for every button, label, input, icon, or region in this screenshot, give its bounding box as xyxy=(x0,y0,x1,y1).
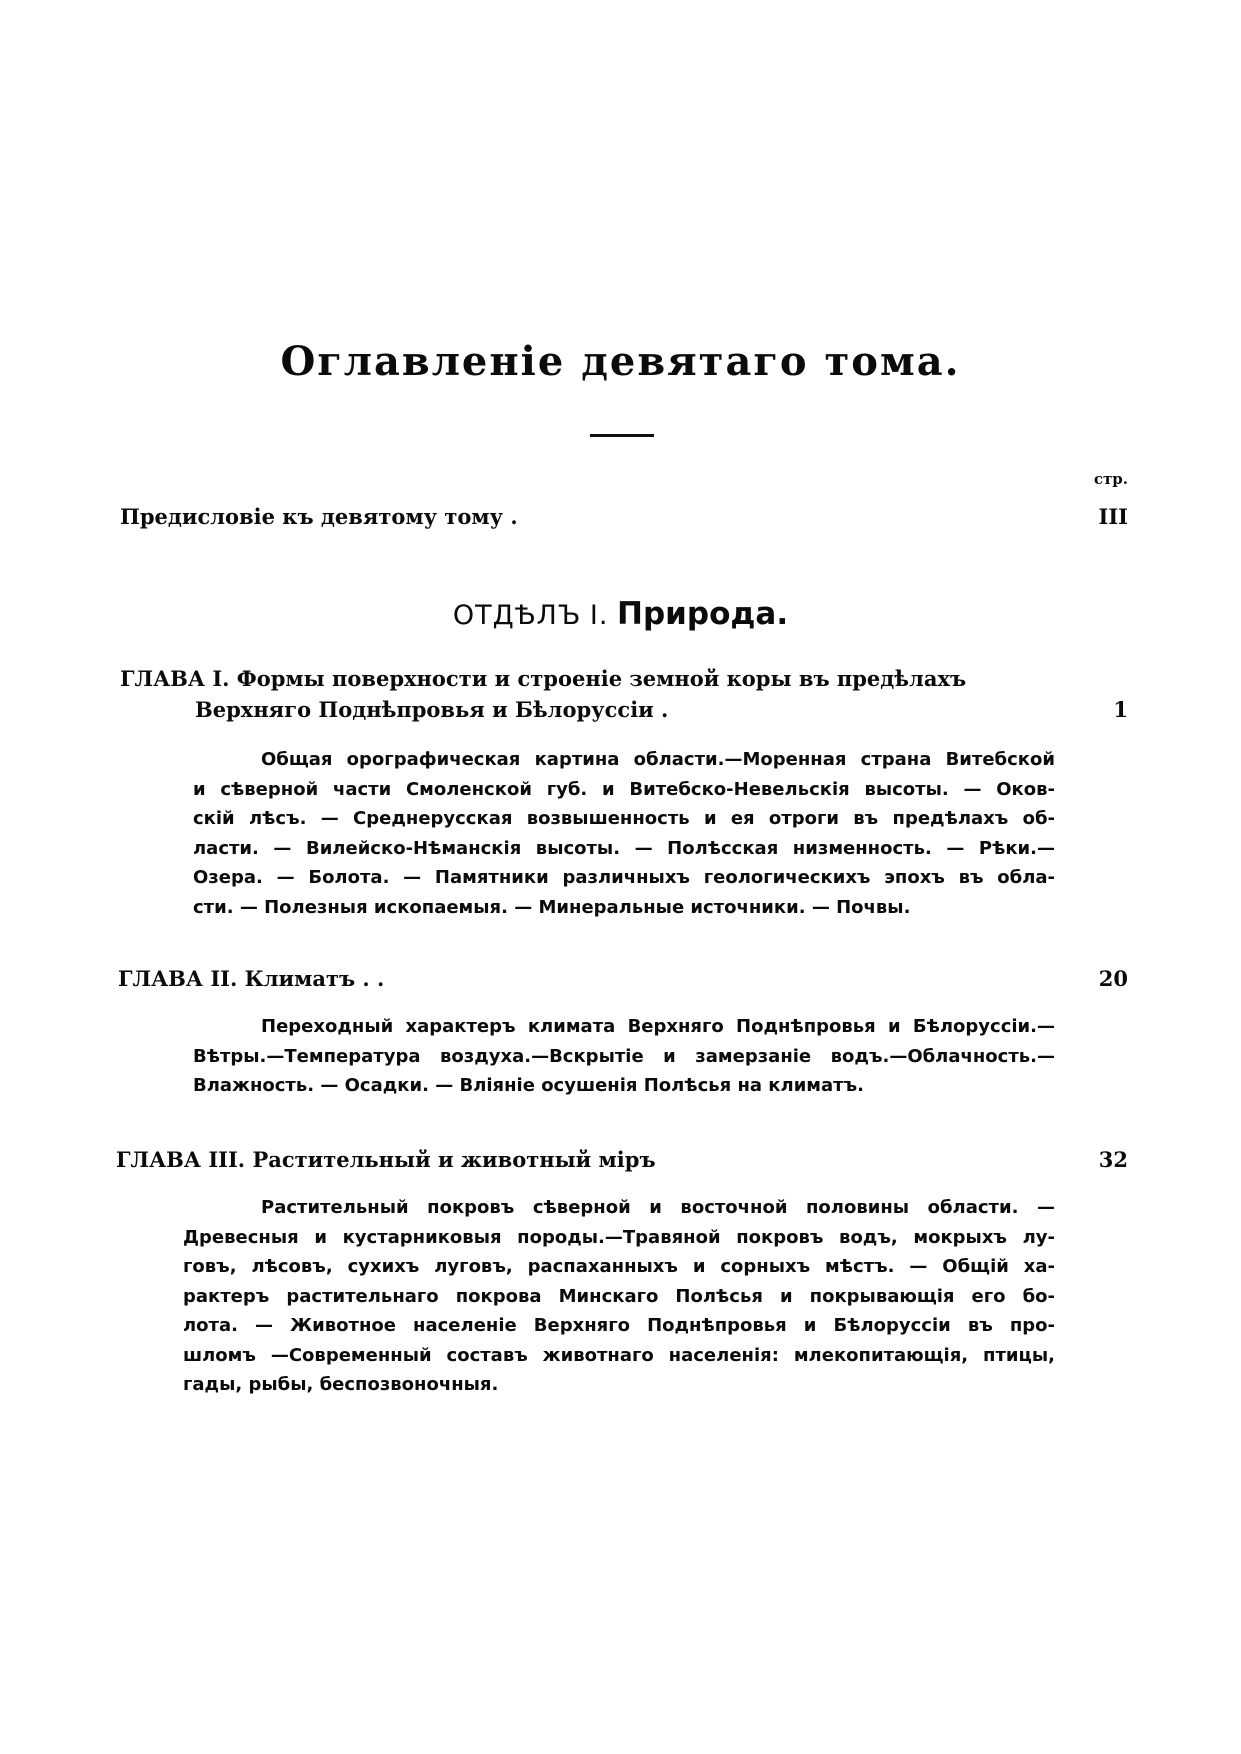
summary-line: ласти. — Вилейско-Нѣманскія высоты. — Полѣсская низменность. — Рѣки.— xyxy=(193,837,1055,859)
toc-entry-chapter-1-continued xyxy=(195,697,668,722)
summary-line: гады, рыбы, беспозвоночныя. xyxy=(183,1374,499,1395)
summary-line: Переходный характеръ климата Верхняго Поднѣпровья и Бѣлоруссіи.— xyxy=(261,1016,1055,1037)
summary-line: лота. — Животное населеніе Верхняго Поднѣпровья и Бѣлоруссіи въ про- xyxy=(183,1315,1055,1336)
chapter-summary xyxy=(193,745,1055,922)
section-name: Природа. xyxy=(617,596,789,632)
toc-page-number: III xyxy=(1098,504,1128,529)
chapter-number: ГЛАВА III. xyxy=(116,1147,246,1172)
chapter-number: ГЛАВА I. xyxy=(120,666,230,691)
chapter-number: ГЛАВА II. xyxy=(118,966,238,991)
summary-line: Растительный покровъ сѣверной и восточной половины области. — xyxy=(261,1197,1055,1218)
page-title: Оглавленіе девятаго тома. xyxy=(280,338,961,385)
toc-entry-chapter-2[interactable] xyxy=(118,966,384,991)
summary-line: сти. — Полезныя ископаемыя. — Минеральные источники. — Почвы. xyxy=(193,896,911,918)
summary-line: Озера. — Болота. — Памятники различныхъ геологическихъ эпохъ въ обла- xyxy=(193,867,1055,888)
toc-page-number: 20 xyxy=(1098,966,1128,991)
title-divider xyxy=(590,434,654,437)
chapter-summary xyxy=(193,1012,1055,1101)
summary-line: Влажность. — Осадки. — Вліяніе осушенія Полѣсья на климатъ. xyxy=(193,1075,864,1096)
summary-line: говъ, лѣсовъ, сухихъ луговъ, распаханныхъ и сорныхъ мѣстъ. — Общій ха- xyxy=(183,1256,1055,1277)
chapter-title: Формы поверхности и строеніе земной коры въ предѣлахъ xyxy=(236,666,967,691)
page-column-label: стр. xyxy=(1093,470,1128,488)
summary-line: Вѣтры.—Температура воздуха.—Вскрытіе и замерзаніе водъ.—Облачность.— xyxy=(193,1045,1055,1067)
chapter-title: Климатъ . . xyxy=(244,966,385,991)
section-number: I. xyxy=(589,600,609,631)
toc-entry-chapter-1[interactable] xyxy=(120,666,966,691)
section-label: ОТДѢЛЪ xyxy=(452,600,582,631)
toc-page-number: 32 xyxy=(1098,1147,1128,1172)
chapter-summary xyxy=(183,1193,1055,1400)
summary-line: Общая орографическая картина области.—Моренная страна Витебской xyxy=(261,749,1055,770)
chapter-title: Растительный и животный міръ xyxy=(252,1147,656,1172)
summary-line: шломъ —Современный составъ животнаго населенія: млекопитающія, птицы, xyxy=(183,1344,1055,1366)
chapter-title-continued: Верхняго Поднѣпровья и Бѣлоруссіи . xyxy=(195,697,669,722)
summary-line: рактеръ растительнаго покрова Минскаго Полѣсья и покрывающія его бо- xyxy=(183,1285,1055,1307)
toc-entry-chapter-3[interactable] xyxy=(116,1147,656,1172)
summary-line: и сѣверной части Смоленской губ. и Витебско-Невельскія высоты. — Оков- xyxy=(193,778,1055,800)
toc-page-number: 1 xyxy=(1113,697,1128,722)
summary-line: Древесныя и кустарниковыя породы.—Травяной покровъ водъ, мокрыхъ лу- xyxy=(183,1226,1055,1248)
toc-entry-label: Предисловіе къ девятому тому . xyxy=(120,504,518,529)
summary-line: скій лѣсъ. — Среднерусская возвышенность и ея отроги въ предѣлахъ об- xyxy=(193,808,1055,829)
toc-entry-preface[interactable] xyxy=(120,504,518,529)
section-heading xyxy=(0,596,1241,632)
